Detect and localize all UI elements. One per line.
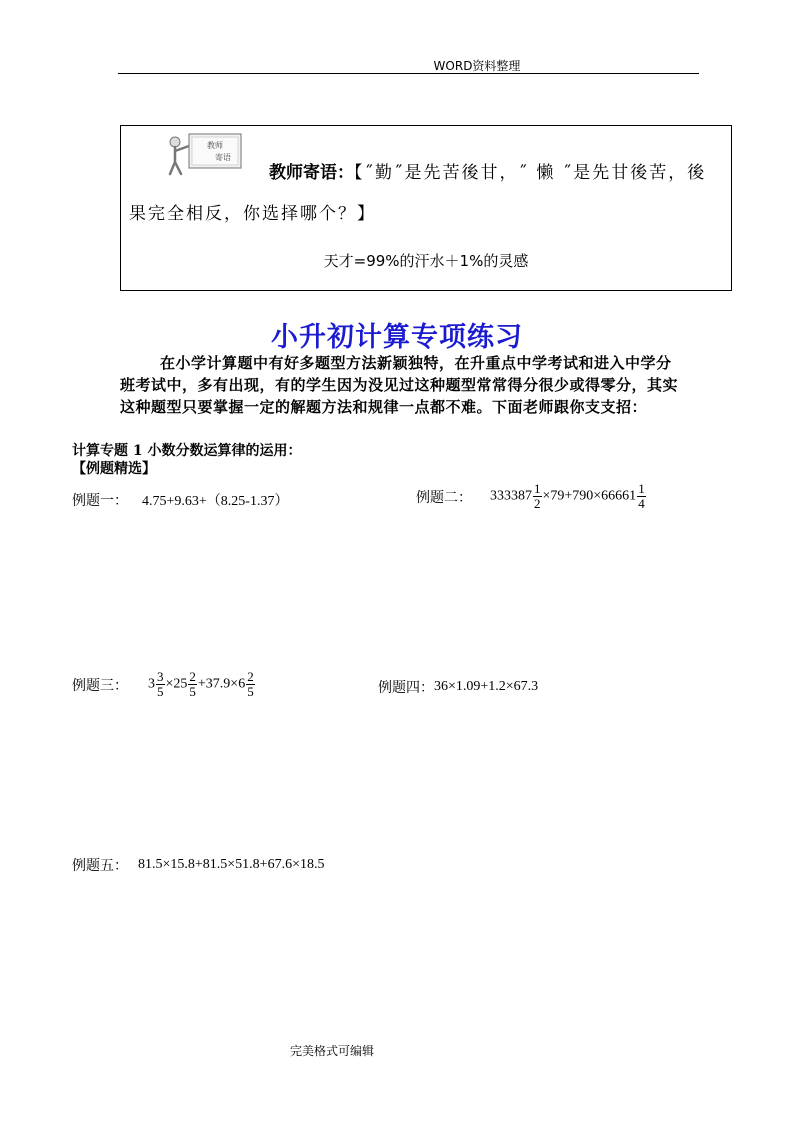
example-5-expression: 81.5×15.8+81.5×51.8+67.6×18.5 [138, 857, 325, 872]
intro-line-2: 班考试中，多有出现，有的学生因为没见过这种题型常常得分很少或得零分，其实 [120, 376, 679, 394]
example-3-label: 例题三： [72, 677, 128, 694]
example-3-part-2: ×25 [165, 676, 188, 692]
teacher-message-line-2: 果完全相反，你选择哪个？】 [129, 204, 376, 224]
example-2-expression [490, 482, 647, 511]
example-4 [378, 677, 538, 697]
example-1-expression: 4.75+9.63+（8.25-1.37） [142, 494, 289, 509]
example-5 [72, 855, 324, 875]
intro-paragraph [120, 352, 710, 418]
fraction-numerator: 2 [247, 669, 254, 684]
fraction-denominator: 5 [189, 684, 196, 699]
example-2-fraction-2 [637, 482, 646, 511]
fraction-denominator: 5 [157, 684, 164, 699]
teacher-motto: 天才=99%的汗水＋1%的灵感 [323, 252, 529, 270]
example-3-fraction-3 [246, 670, 255, 699]
example-3-expression [148, 670, 256, 699]
svg-text:寄语: 寄语 [215, 153, 231, 162]
example-3-part-3: +37.9×6 [197, 676, 246, 692]
page-title: 小升初计算专项练习 [271, 322, 523, 353]
examples-heading: 【例题精选】 [72, 461, 156, 477]
page-header: WORD资料整理 [433, 59, 521, 73]
teacher-board-icon [163, 132, 245, 176]
fraction-denominator: 4 [638, 496, 645, 511]
fraction-numerator: 1 [534, 481, 541, 496]
example-5-label: 例题五： [72, 858, 128, 874]
example-2-fraction-1 [533, 482, 542, 511]
example-3-fraction-2 [188, 670, 197, 699]
example-2-label: 例题二： [416, 489, 472, 506]
teacher-message-line-1 [269, 158, 706, 183]
teacher-message-text-1: 【˝勤˝是先苦後甘，˝ 懒 ˝是先甘後苦，後 [354, 163, 707, 183]
example-2-part-1: 333387 [490, 488, 532, 504]
teacher-message-box [120, 125, 732, 291]
example-1 [72, 490, 288, 510]
page-footer: 完美格式可编辑 [289, 1044, 374, 1058]
intro-line-3: 这种题型只要掌握一定的解题方法和规律一点都不难。下面老师跟你支支招： [120, 398, 648, 416]
example-4-expression: 36×1.09+1.2×67.3 [434, 679, 539, 694]
example-3-fraction-1 [156, 670, 165, 699]
intro-line-1: 在小学计算题中有好多题型方法新颖独特，在升重点中学考试和进入中学分 [160, 354, 672, 372]
header-divider [118, 73, 699, 74]
fraction-numerator: 1 [638, 481, 645, 496]
example-2-part-2: ×79+790×66661 [542, 488, 637, 504]
example-4-label: 例题四： [378, 680, 434, 696]
svg-text:教师: 教师 [207, 141, 223, 150]
example-3-part-1: 3 [148, 676, 155, 692]
topic-heading: 计算专题 1 小数分数运算律的运用： [72, 443, 302, 459]
fraction-numerator: 3 [157, 669, 164, 684]
example-3 [72, 670, 256, 699]
fraction-denominator: 2 [534, 496, 541, 511]
fraction-denominator: 5 [247, 684, 254, 699]
teacher-message-label: 教师寄语： [269, 163, 354, 183]
example-2 [416, 482, 647, 511]
fraction-numerator: 2 [189, 669, 196, 684]
example-1-label: 例题一： [72, 493, 128, 509]
